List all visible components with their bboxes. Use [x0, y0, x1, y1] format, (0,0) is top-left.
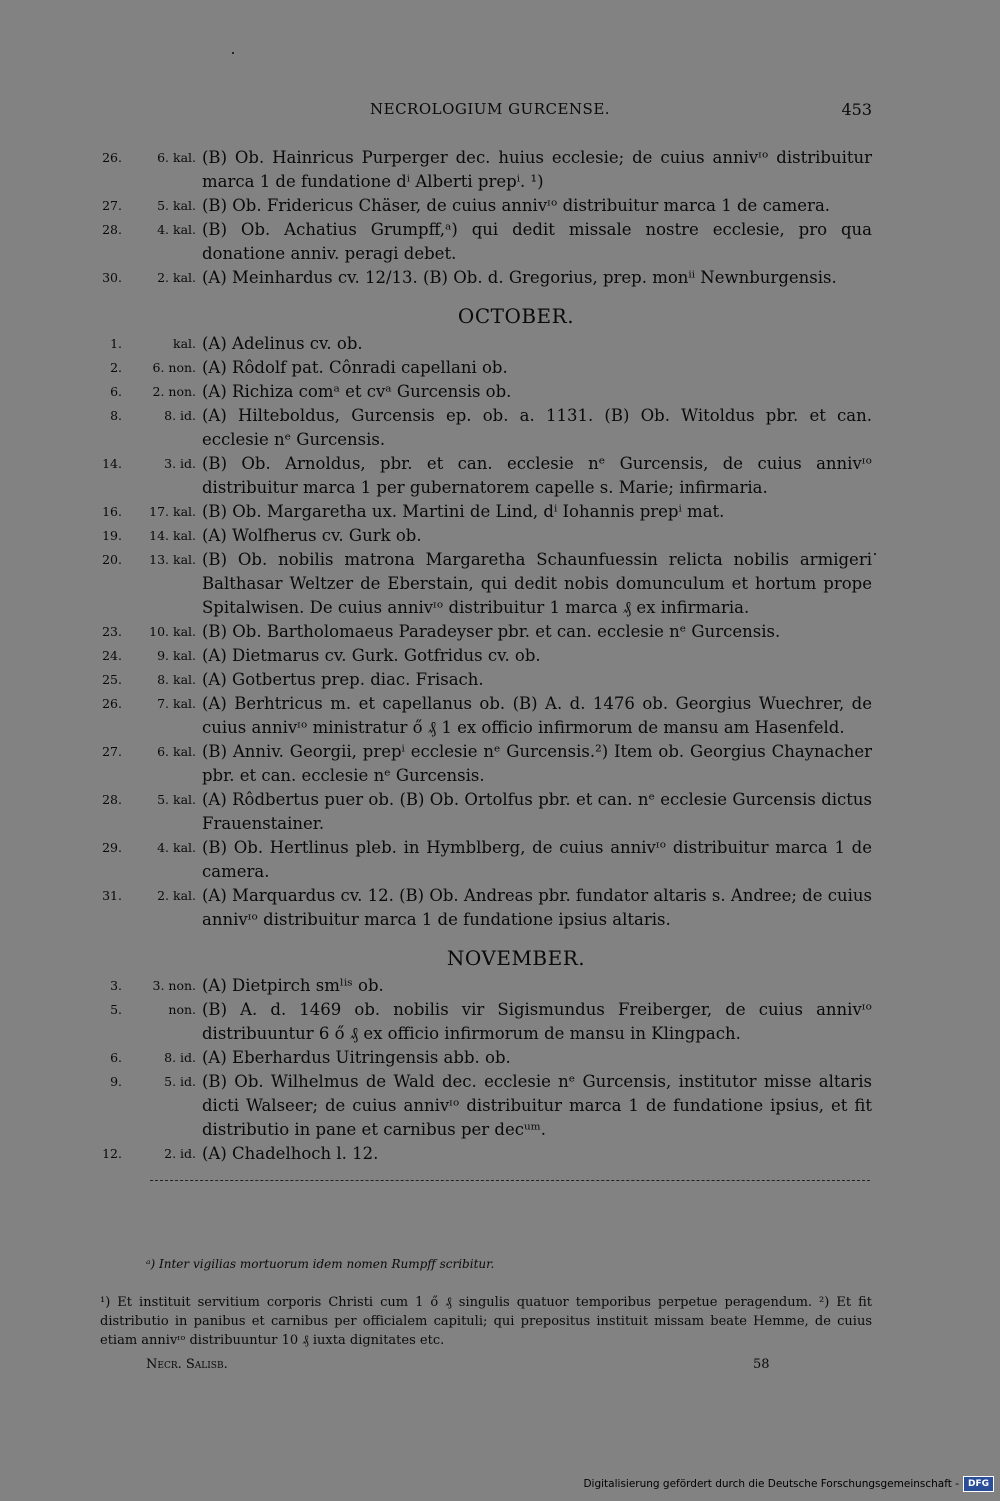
- entry-text: (B) Ob. Hertlinus pleb. in Hymblberg, de cuius annivᶦᵒ distribuitur marca 1 de camera.: [202, 838, 872, 881]
- entry-date: 8. id.: [164, 1050, 196, 1065]
- entry-text: (A) Gotbertus prep. diac. Frisach.: [202, 670, 484, 689]
- entry-day: 26.: [102, 696, 122, 711]
- entry-day: 6.: [110, 1050, 122, 1065]
- entry-day: 5.: [110, 1002, 122, 1017]
- entry-date: 2. id.: [164, 1146, 196, 1161]
- entry-day: 9.: [110, 1074, 122, 1089]
- entry-text: (A) Rôdolf pat. Cônradi capellani ob.: [202, 358, 508, 377]
- entry-day: 29.: [102, 840, 122, 855]
- entry-row: [100, 218, 872, 266]
- dfg-footer: [583, 1475, 994, 1493]
- entry-text: (B) Ob. Fridericus Chäser, de cuius annivᶦᵒ distribuitur marca 1 de camera.: [202, 196, 831, 215]
- entry-row: [100, 524, 872, 548]
- entry-date: 8. id.: [164, 408, 196, 423]
- entry-text: (B) A. d. 1469 ob. nobilis vir Sigismundus Freiberger, de cuius annivᶦᵒ distribuuntur 6 ő ₰ ex officio infirmorum de mansu in Klingpach.: [202, 1000, 872, 1043]
- entry-text: (A) Marquardus cv. 12. (B) Ob. Andreas pbr. fundator altaris s. Andree; de cuius annivᶦᵒ distribuitur marca 1 de fundatione ipsius altaris.: [202, 886, 872, 929]
- entry-text: (A) Meinhardus cv. 12/13. (B) Ob. d. Gregorius, prep. monⁱⁱ Newnburgensis.: [202, 268, 837, 287]
- entry-day: 28.: [102, 792, 122, 807]
- entry-date: 6. kal.: [157, 150, 196, 165]
- entry-day: 26.: [102, 150, 122, 165]
- entry-text: (A) Chadelhoch l. 12.: [202, 1144, 379, 1163]
- entry-date: 2. non.: [152, 384, 196, 399]
- entry-date: 4. kal.: [157, 222, 196, 237]
- entry-date: 8. kal.: [157, 672, 196, 687]
- entry-row: [100, 266, 872, 290]
- entry-text: (A) Adelinus cv. ob.: [202, 334, 363, 353]
- entry-row: [100, 356, 872, 380]
- entry-date: non.: [168, 1002, 196, 1017]
- entry-row: [100, 644, 872, 668]
- month-heading: NOVEMBER.: [446, 946, 586, 970]
- entry-date: 3. id.: [164, 456, 196, 471]
- entry-row: [100, 452, 872, 500]
- dfg-logo-icon: DFG: [963, 1476, 994, 1492]
- entry-text: (A) Berhtricus m. et capellanus ob. (B) A. d. 1476 ob. Georgius Wuechrer, de cuius annivᶦᵒ ministratur ő ₰ 1 ex officio infirmorum de mansu am Hasenfeld.: [202, 694, 872, 737]
- entry-text: (B) Ob. Margaretha ux. Martini de Lind, dⁱ Iohannis prepⁱ mat.: [202, 502, 725, 521]
- entry-row: [100, 146, 872, 194]
- entry-row: [100, 1046, 872, 1070]
- scan-speck: [232, 52, 234, 54]
- sheet-number: 58: [753, 1357, 770, 1372]
- signature-mark: Necr. Salisb.: [146, 1357, 228, 1372]
- entry-day: 8.: [110, 408, 122, 423]
- entry-day: 20.: [102, 552, 122, 567]
- entry-row: [100, 788, 872, 836]
- entry-date: 4. kal.: [157, 840, 196, 855]
- entry-date: 3. non.: [152, 978, 196, 993]
- entry-day: 6.: [110, 384, 122, 399]
- entry-row: [100, 998, 872, 1046]
- entry-text: (B) Ob. Wilhelmus de Wald dec. ecclesie nᵉ Gurcensis, institutor misse altaris dicti Walseer; de cuius annivᶦᵒ distribuitur marca 1 de fundatione ipsius, et fit distributio in pane et carnibus per decᵘᵐ.: [202, 1072, 872, 1139]
- entry-day: 24.: [102, 648, 122, 663]
- entry-row: [100, 668, 872, 692]
- footnote-separator: [150, 1180, 870, 1182]
- entry-row: [100, 740, 872, 788]
- entry-day: 1.: [110, 336, 122, 351]
- entry-row: [100, 1142, 872, 1166]
- entry-text: (B) Ob. nobilis matrona Margaretha Schaunfuessin relicta nobilis armigeri Balthasar Weltzer de Eberstain, qui dedit nobis domunculum et hortum prope Spitalwisen. De cuius annivᶦᵒ distribuitur 1 marca ₰ ex infirmaria.: [202, 550, 872, 617]
- entry-row: [100, 194, 872, 218]
- footnote-a: ᵃ) Inter vigilias mortuorum idem nomen Rumpff scribitur.: [146, 1257, 495, 1271]
- month-heading: OCTOBER.: [457, 304, 575, 328]
- entry-day: 3.: [110, 978, 122, 993]
- entry-text: (A) Eberhardus Uitringensis abb. ob.: [202, 1048, 511, 1067]
- entry-day: 12.: [102, 1146, 122, 1161]
- entry-date: 17. kal.: [149, 504, 196, 519]
- running-head: [100, 100, 872, 130]
- entry-date: 13. kal.: [149, 552, 196, 567]
- entry-row: [100, 500, 872, 524]
- entry-day: 30.: [102, 270, 122, 285]
- entry-text: (A) Dietmarus cv. Gurk. Gotfridus cv. ob.: [202, 646, 541, 665]
- entry-day: 16.: [102, 504, 122, 519]
- entry-text: (A) Rôdbertus puer ob. (B) Ob. Ortolfus pbr. et can. nᵉ ecclesie Gurcensis dictus Frauenstainer.: [202, 790, 872, 833]
- running-title: NECROLOGIUM GURCENSE.: [370, 100, 611, 118]
- entry-date: 2. kal.: [157, 270, 196, 285]
- entry-date: 10. kal.: [149, 624, 196, 639]
- scan-speck: [874, 553, 876, 555]
- entry-day: 2.: [110, 360, 122, 375]
- entry-date: 6. kal.: [157, 744, 196, 759]
- entry-row: [100, 380, 872, 404]
- footnotes: ¹) Et instituit servitium corporis Christi cum 1 ő ₰ singulis quatuor temporibus perpetue peragendum. ²) Et fit distributio in panibus et carnibus per officialem capituli; qui prepositus instituit missam beate Hemme, de cuius etiam annivᶦᵒ distribuuntur 10 ₰ iuxta dignitates etc.: [100, 1295, 872, 1348]
- entry-text: (B) Ob. Hainricus Purperger dec. huius ecclesie; de cuius annivᶦᵒ distribuitur marca 1 de fundatione dⁱ Alberti prepⁱ. ¹): [202, 148, 872, 191]
- entry-date: 6. non.: [152, 360, 196, 375]
- entry-date: 7. kal.: [157, 696, 196, 711]
- entry-text: (A) Hilteboldus, Gurcensis ep. ob. a. 1131. (B) Ob. Witoldus pbr. et can. ecclesie nᵉ Gurcensis.: [202, 406, 872, 449]
- entry-row: [100, 332, 872, 356]
- entry-text: (B) Anniv. Georgii, prepⁱ ecclesie nᵉ Gurcensis.²) Item ob. Georgius Chaynacher pbr. et can. ecclesie nᵉ Gurcensis.: [202, 742, 872, 785]
- entry-row: [100, 836, 872, 884]
- entry-date: 5. kal.: [157, 198, 196, 213]
- entry-day: 27.: [102, 198, 122, 213]
- entry-text: (B) Ob. Bartholomaeus Paradeyser pbr. et can. ecclesie nᵉ Gurcensis.: [202, 622, 781, 641]
- entry-day: 31.: [102, 888, 122, 903]
- entry-text: (A) Dietpirch smˡⁱˢ ob.: [202, 976, 384, 995]
- entry-day: 27.: [102, 744, 122, 759]
- entry-text: (A) Wolfherus cv. Gurk ob.: [202, 526, 422, 545]
- entry-row: [100, 404, 872, 452]
- entry-row: [100, 548, 872, 620]
- entry-date: 14. kal.: [149, 528, 196, 543]
- dfg-credit: Digitalisierung gefördert durch die Deutsche Forschungsgemeinschaft -: [583, 1478, 959, 1490]
- entry-date: 5. kal.: [157, 792, 196, 807]
- entry-row: [100, 692, 872, 740]
- entry-row: [100, 974, 872, 998]
- entry-date: kal.: [173, 336, 196, 351]
- entry-date: 5. id.: [164, 1074, 196, 1089]
- entry-text: (B) Ob. Achatius Grumpff,ᵃ) qui dedit missale nostre ecclesie, pro qua donatione anniv. peragi debet.: [202, 220, 872, 263]
- entry-day: 25.: [102, 672, 122, 687]
- necrology-entries: [100, 146, 872, 1182]
- entry-day: 14.: [102, 456, 122, 471]
- page-number: 453: [841, 100, 872, 119]
- entry-day: 23.: [102, 624, 122, 639]
- entry-row: [100, 1070, 872, 1142]
- entry-text: (B) Ob. Arnoldus, pbr. et can. ecclesie nᵉ Gurcensis, de cuius annivᶦᵒ distribuitur marca 1 per gubernatorem capelle s. Marie; infirmaria.: [202, 454, 872, 497]
- entry-row: [100, 620, 872, 644]
- entry-day: 28.: [102, 222, 122, 237]
- entry-day: 19.: [102, 528, 122, 543]
- entry-date: 9. kal.: [157, 648, 196, 663]
- entry-row: [100, 884, 872, 932]
- entry-date: 2. kal.: [157, 888, 196, 903]
- entry-text: (A) Richiza comᵃ et cvᵃ Gurcensis ob.: [202, 382, 512, 401]
